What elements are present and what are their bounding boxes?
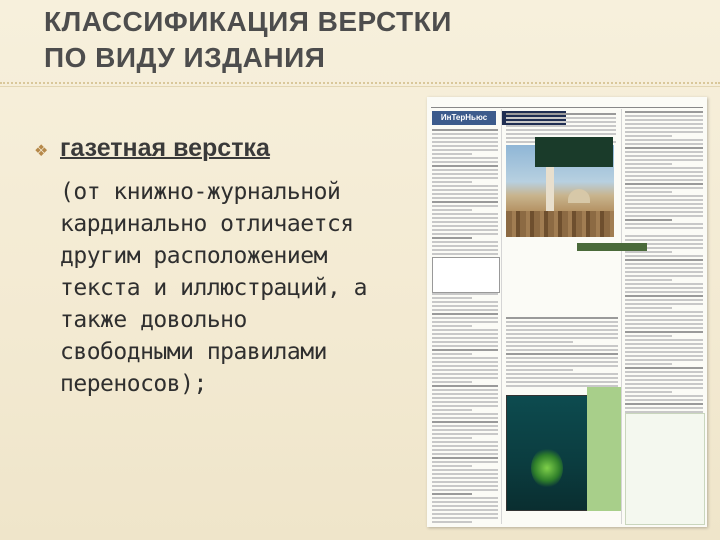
bullet-body-line: свободными правилами <box>60 339 327 365</box>
bullet-body-line: также довольно <box>60 307 247 333</box>
slide-title-line-2: ПО ВИДУ ИЗДАНИЯ <box>44 42 326 73</box>
slide-title-line-1: КЛАССИФИКАЦИЯ ВЕРСТКИ <box>44 6 452 37</box>
green-sidebar-box <box>587 387 621 511</box>
slide-title <box>44 4 684 76</box>
bullet-body-line: кардинально отличается <box>60 211 354 237</box>
bullet-body-line: текста и иллюстраций, а <box>60 275 367 301</box>
announcement-head <box>633 417 693 427</box>
bullet-lead-text: газетная верстка <box>60 134 270 162</box>
newspaper-masthead <box>431 100 703 108</box>
bullet-body <box>60 176 420 400</box>
column-divider <box>501 109 502 524</box>
title-divider <box>0 82 720 84</box>
bullet-body-line: переносов); <box>60 371 207 397</box>
bullet-body-line: другим расположением <box>60 243 327 269</box>
newspaper-inset-box <box>432 257 500 293</box>
text-column-left <box>432 129 498 525</box>
announcement-box <box>625 413 705 525</box>
forum-headline <box>509 283 617 313</box>
text-column-middle <box>506 317 618 389</box>
title-divider-line <box>0 86 720 87</box>
city-headline-box <box>535 137 613 167</box>
newspaper-page-image <box>427 97 707 527</box>
book-cover-image <box>506 395 588 511</box>
bullet-body-line: (от книжно-журнальной <box>60 179 341 205</box>
section-header-bar <box>577 243 647 251</box>
diamond-bullet-icon: ❖ <box>34 141 49 160</box>
column-divider <box>621 109 622 524</box>
newspaper-logo: ИнТерНьюс <box>432 111 496 125</box>
